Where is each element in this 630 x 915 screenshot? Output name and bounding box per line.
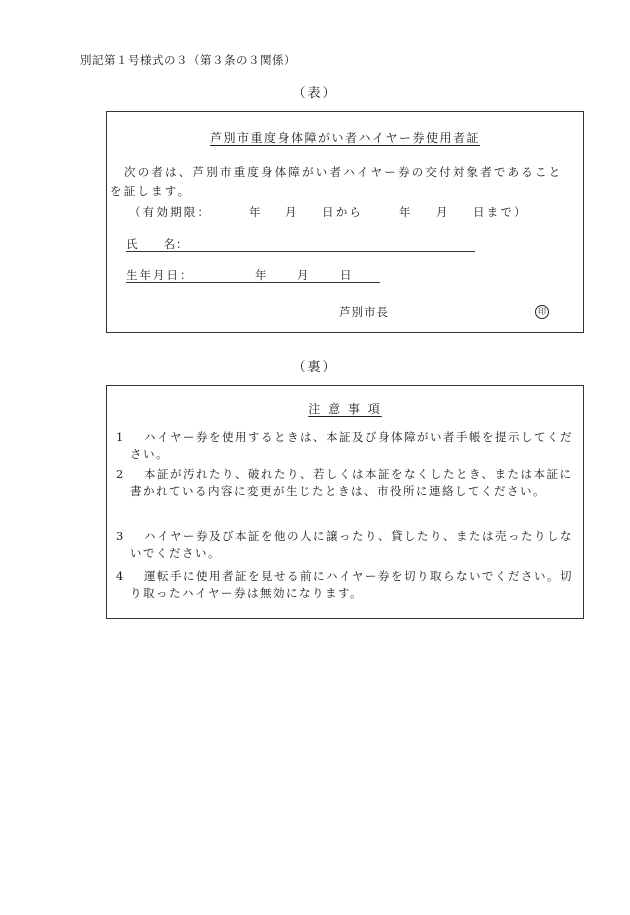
name-label: 氏 名： xyxy=(126,237,189,251)
note-text: 運転手に使用者証を見せる前にハイヤー券を切り取らないでください。切り取ったハイヤー券は無効になります。 xyxy=(130,569,573,600)
issuer: 芦別市長 xyxy=(339,305,389,319)
birth-date-label: 生年月日： xyxy=(126,268,194,282)
notes-title: 注 意 事 項 xyxy=(308,402,382,416)
certificate-front xyxy=(106,111,584,333)
validity-day-to: 日まで） xyxy=(473,205,528,219)
validity-month-to: 月 xyxy=(436,205,448,219)
birth-date-underline xyxy=(126,282,380,283)
front-side-label: （表） xyxy=(292,86,338,101)
validity-month-from: 月 xyxy=(285,205,297,219)
birth-day-label: 日 xyxy=(340,268,352,282)
certificate-back xyxy=(106,385,584,619)
note-text: ハイヤー券及び本証を他の人に譲ったり、貸したり、または売ったりしないでください。 xyxy=(130,529,573,560)
validity-day-from: 日から xyxy=(322,205,364,219)
note-item-2 xyxy=(116,466,578,500)
note-item-1 xyxy=(116,429,578,463)
statement-line-1: 次の者は、芦別市重度身体障がい者ハイヤー券の交付対象者であること xyxy=(124,165,563,179)
note-number: 2 xyxy=(116,467,125,481)
validity-open: （有効期限： xyxy=(129,205,212,219)
note-text: 本証が汚れたり、破れたり、若しくは本証をなくしたとき、または本証に書かれている内容に変更が生じたときは、市役所に連絡してください。 xyxy=(130,467,573,498)
statement-line-2: を証します。 xyxy=(110,184,192,198)
note-item-4 xyxy=(116,568,578,602)
validity-year-from: 年 xyxy=(249,205,261,219)
form-reference: 別記第１号様式の３（第３条の３関係） xyxy=(80,53,296,67)
validity-year-to: 年 xyxy=(399,205,411,219)
note-item-3 xyxy=(116,528,578,562)
certificate-title: 芦別市重度身体障がい者ハイヤー券使用者証 xyxy=(209,131,480,145)
note-text: ハイヤー券を使用するときは、本証及び身体障がい者手帳を提示してください。 xyxy=(130,430,573,461)
birth-month-label: 月 xyxy=(297,268,309,282)
note-number: 4 xyxy=(116,569,125,583)
birth-year-label: 年 xyxy=(255,268,267,282)
name-underline xyxy=(126,251,475,252)
note-number: 3 xyxy=(116,529,125,543)
note-number: 1 xyxy=(116,430,125,444)
back-side-label: （裏） xyxy=(292,360,338,375)
seal-mark: 印 xyxy=(535,305,549,319)
